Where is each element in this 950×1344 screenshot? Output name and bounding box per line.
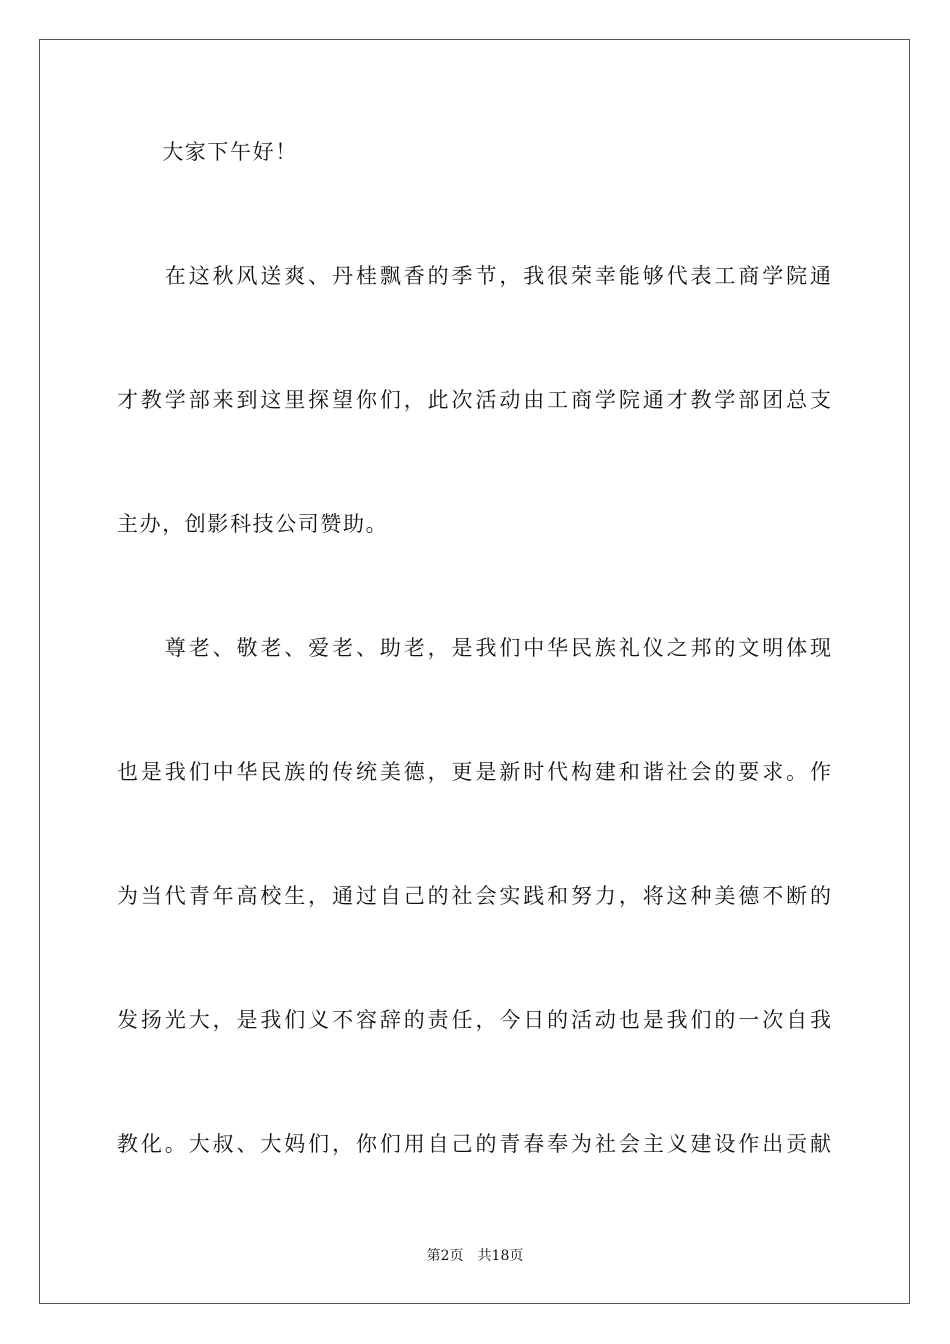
text-line: 也是我们中华民族的传统美德，更是新时代构建和谐社会的要求。作 [117,760,831,784]
text-line: 才教学部来到这里探望你们，此次活动由工商学院通才教学部团总支 [117,388,831,412]
page-border [39,39,910,1304]
text-line: 主办，创影科技公司赞助。 [117,512,389,536]
text-line: 尊老、敬老、爱老、助老，是我们中华民族礼仪之邦的文明体现 [117,636,831,660]
text-line-greeting: 大家下午好！ [117,140,298,164]
text-line: 在这秋风送爽、丹桂飘香的季节，我很荣幸能够代表工商学院通 [117,264,831,288]
page-number-footer: 第2页 共18页 [426,1248,524,1264]
text-line: 发扬光大，是我们义不容辞的责任，今日的活动也是我们的一次自我 [117,1008,831,1032]
text-line: 为当代青年高校生，通过自己的社会实践和努力，将这种美德不断的 [117,884,831,908]
text-line: 教化。大叔、大妈们，你们用自己的青春奉为社会主义建设作出贡献 [117,1132,831,1156]
